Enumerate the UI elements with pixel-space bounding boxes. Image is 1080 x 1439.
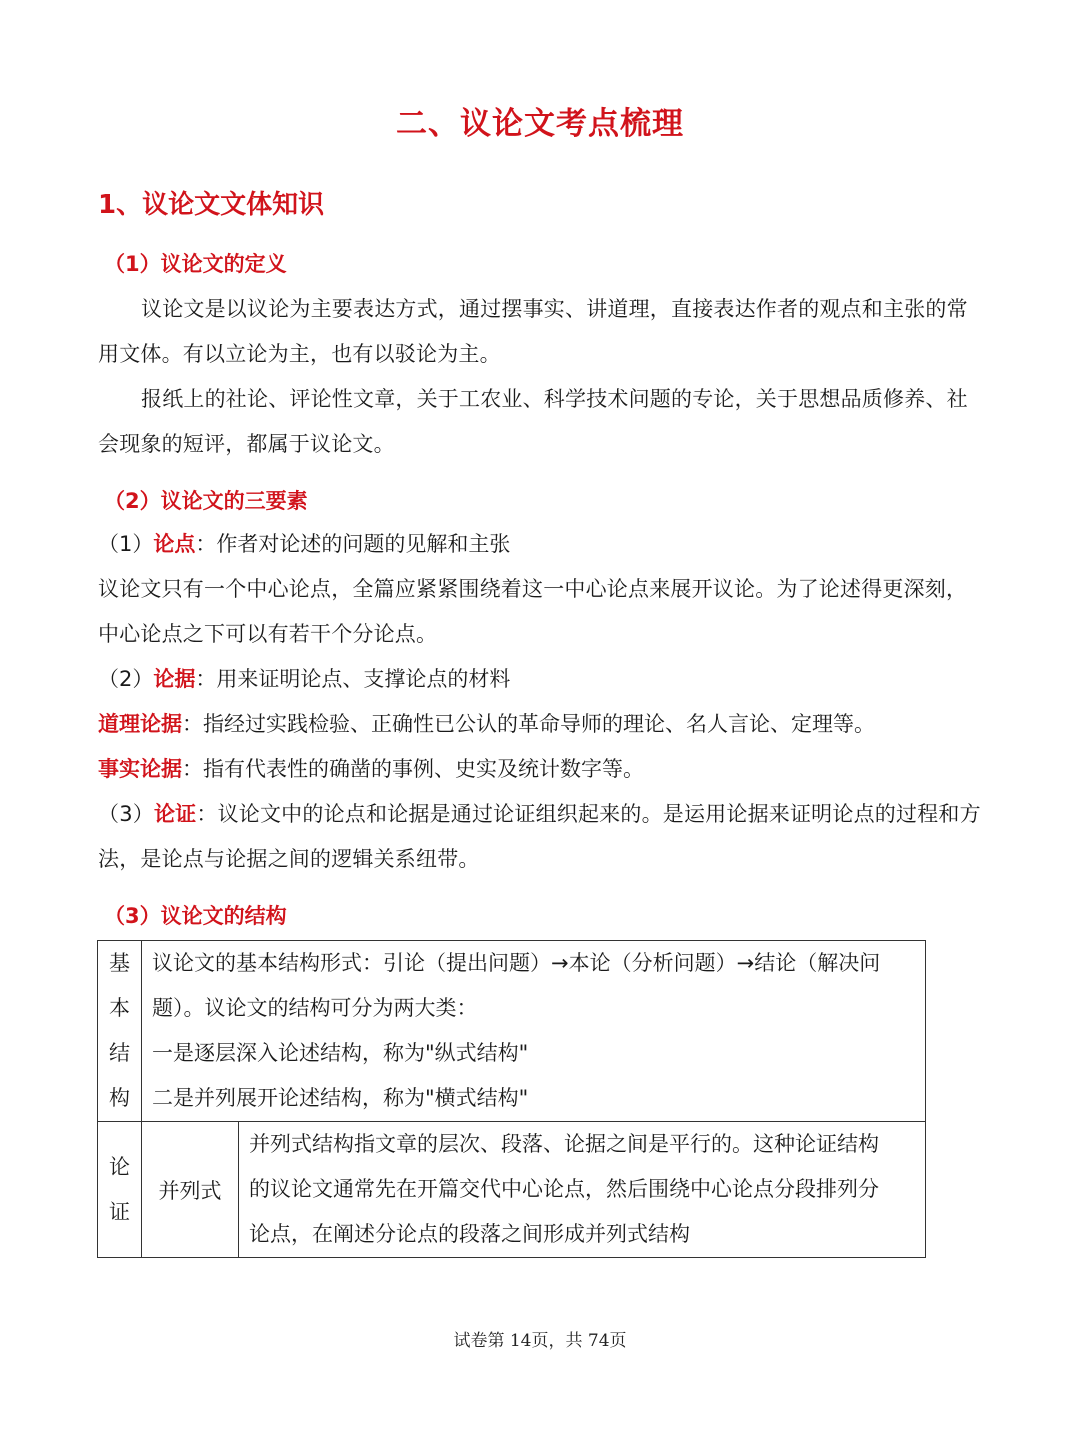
label-char: 本 xyxy=(109,996,130,1020)
fact-evidence-text: ：指有代表性的确凿的事例、史实及统计数字等。 xyxy=(182,757,644,781)
term-evidence: 论据 xyxy=(153,667,196,691)
content-line: 一是逐层深入论述结构，称为"纵式结构" xyxy=(152,1041,529,1065)
label-char: 证 xyxy=(109,1199,130,1224)
subsection-heading-elements: （2）议论文的三要素 xyxy=(104,489,308,513)
label-char: 论 xyxy=(109,1154,130,1179)
page-title: 二、议论文考点梳理 xyxy=(396,106,684,142)
label-char: 构 xyxy=(109,1086,130,1110)
element-text: ：作者对论述的问题的见解和主张 xyxy=(195,532,511,556)
element-evidence xyxy=(98,657,984,702)
parallel-type-label: 并列式 xyxy=(142,1122,239,1258)
reason-evidence xyxy=(98,702,984,747)
element-number: （1） xyxy=(98,532,154,556)
element-text: ：议论文中的论点和论据是通过论证组织起来的。是运用论据来证明论点的过程和方法，是论点与论据之间的逻辑关系纽带。 xyxy=(98,802,981,871)
examples-paragraph: 报纸上的社论、评论性文章，关于工农业、科学技术问题的专论，关于思想品质修养、社会现象的短评，都属于议论文。 xyxy=(98,387,968,456)
element-text: ：用来证明论点、支撑论点的材料 xyxy=(195,667,511,691)
element-argument xyxy=(98,792,984,882)
thesis-description: 议论文只有一个中心论点，全篇应紧紧围绕着这一中心论点来展开议论。为了论述得更深刻，中心论点之下可以有若干个分论点。 xyxy=(98,577,968,646)
parallel-type-content xyxy=(239,1122,926,1258)
reason-evidence-text: ：指经过实践检验、正确性已公认的革命导师的理论、名人言论、定理等。 xyxy=(182,712,875,736)
basic-structure-content xyxy=(142,941,926,1122)
content-line: 并列式结构指文章的层次、段落、论据之间是平行的。这种论证结构 xyxy=(249,1132,879,1156)
content-line: 议论文的基本结构形式：引论（提出问题）→本论（分析问题）→结论（解决问 xyxy=(152,951,881,975)
section-heading: 1、议论文文体知识 xyxy=(98,190,325,220)
label-char: 结 xyxy=(109,1041,130,1065)
page-footer: 试卷第 14页，共 74页 xyxy=(453,1331,627,1351)
content-line: 题）。议论文的结构可分为两大类： xyxy=(152,996,478,1020)
structure-table xyxy=(97,940,926,1258)
basic-structure-label xyxy=(98,941,142,1122)
table-row xyxy=(98,1122,926,1258)
table-row xyxy=(98,941,926,1122)
element-thesis xyxy=(98,522,984,567)
subsection-heading-definition: （1）议论文的定义 xyxy=(104,252,287,276)
term-argument: 论证 xyxy=(153,802,197,826)
term-fact-evidence: 事实论据 xyxy=(98,757,182,781)
content-line: 论点，在阐述分论点的段落之间形成并列式结构 xyxy=(249,1222,690,1246)
element-number: （3） xyxy=(98,802,154,826)
fact-evidence xyxy=(98,747,984,792)
term-thesis: 论点 xyxy=(153,532,196,556)
element-number: （2） xyxy=(98,667,154,691)
term-reason-evidence: 道理论据 xyxy=(98,712,182,736)
subsection-heading-structure: （3）议论文的结构 xyxy=(104,904,287,928)
content-line: 的议论文通常先在开篇交代中心论点，然后围绕中心论点分段排列分 xyxy=(249,1177,879,1201)
label-char: 基 xyxy=(109,951,130,975)
argument-label xyxy=(98,1122,142,1258)
definition-paragraph: 议论文是以议论为主要表达方式，通过摆事实、讲道理，直接表达作者的观点和主张的常用文体。有以立论为主，也有以驳论为主。 xyxy=(98,297,968,366)
content-line: 二是并列展开论述结构，称为"横式结构" xyxy=(152,1086,529,1110)
